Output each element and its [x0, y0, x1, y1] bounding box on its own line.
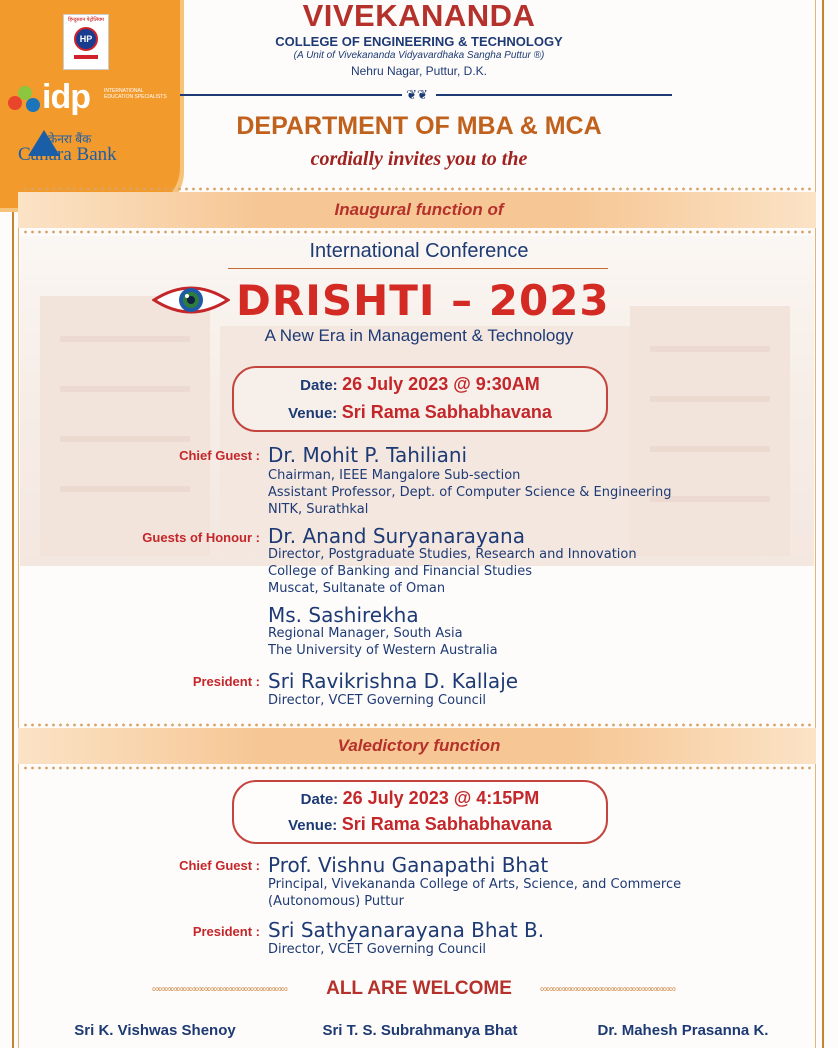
ornament-icon: ❦❦	[406, 87, 428, 102]
swirl-ornament-icon: ∞∞∞∞∞∞∞∞∞∞∞∞∞∞∞∞∞∞∞∞∞∞	[540, 984, 675, 994]
welcome-text: ALL ARE WELCOME	[326, 978, 512, 999]
venue-label: Venue:	[288, 817, 338, 834]
signatory-2: Sri T. S. Subrahmanya Bhat	[322, 1022, 518, 1039]
date-label: Date:	[300, 791, 339, 808]
inaugural-band-label: Inaugural function of	[334, 200, 504, 219]
valedictory-band-label: Valedictory function	[337, 736, 501, 755]
hp-logo: हिन्दुस्तान पेट्रोलियम HP	[63, 14, 109, 70]
president-details: Director, VCET Governing Council	[268, 693, 486, 708]
date-value: 26 July 2023 @ 4:15PM	[342, 788, 540, 808]
dotted-divider	[22, 765, 812, 771]
college-unit: (A Unit of Vivekananda Vidyavardhaka Sangha Puttur ®)	[293, 50, 545, 61]
invite-line: cordially invites you to the	[310, 148, 528, 170]
val-president-details: Director, VCET Governing Council	[268, 942, 486, 957]
venue-value: Sri Rama Sabhabhavana	[341, 402, 552, 422]
department-title: DEPARTMENT OF MBA & MCA	[236, 112, 602, 140]
val-president-name: Sri Sathyanarayana Bhat B.	[268, 918, 545, 942]
event-tagline: A New Era in Management & Technology	[264, 326, 574, 345]
event-title: DRISHTI – 2023	[236, 276, 610, 325]
chief-guest-details: Chairman, IEEE Mangalore Sub-section Assistant Professor, Dept. of Computer Science & Engineering NITK, Surathkal	[268, 468, 672, 517]
val-president-role: President :	[192, 924, 260, 939]
val-chief-guest-role: Chief Guest :	[179, 858, 260, 873]
canara-bank-logo: केनरा बैंक Canara Bank	[18, 132, 117, 165]
divider	[180, 94, 402, 96]
chief-guest-name: Dr. Mohit P. Tahiliani	[268, 443, 468, 467]
inaugural-date-box	[232, 366, 608, 432]
honour2-name: Ms. Sashirekha	[268, 603, 419, 627]
signatory-1: Sri K. Vishwas Shenoy	[74, 1022, 236, 1039]
chief-guest-role: Chief Guest :	[179, 448, 260, 463]
honour-role: Guests of Honour :	[142, 530, 260, 545]
venue-label: Venue:	[288, 405, 338, 422]
date-label: Date:	[300, 377, 338, 394]
eye-icon	[152, 282, 230, 318]
valedictory-date-box	[232, 780, 608, 844]
college-address: Nehru Nagar, Puttur, D.K.	[350, 64, 488, 78]
divider	[436, 94, 672, 96]
president-name: Sri Ravikrishna D. Kallaje	[268, 669, 519, 693]
honour1-details: Director, Postgraduate Studies, Research and Innovation College of Banking and Financial Studies Muscat, Sultanate of Oman	[268, 547, 637, 596]
conference-title: International Conference	[309, 240, 529, 262]
college-full-name: COLLEGE OF ENGINEERING & TECHNOLOGY	[275, 34, 563, 49]
college-name: VIVEKANANDA	[302, 0, 536, 33]
honour1-name: Dr. Anand Suryanarayana	[268, 524, 525, 548]
signatory-3: Dr. Mahesh Prasanna K.	[597, 1022, 769, 1039]
date-value: 26 July 2023 @ 9:30AM	[342, 374, 540, 394]
dotted-divider	[22, 229, 812, 235]
president-role: President :	[192, 674, 260, 689]
divider	[228, 268, 608, 269]
val-chief-guest-details: Principal, Vivekananda College of Arts, Science, and Commerce (Autonomous) Puttur	[268, 877, 682, 909]
honour2-details: Regional Manager, South Asia The University of Western Australia	[268, 626, 498, 658]
venue-value: Sri Rama Sabhabhavana	[341, 814, 552, 834]
swirl-ornament-icon: ∞∞∞∞∞∞∞∞∞∞∞∞∞∞∞∞∞∞∞∞∞∞	[152, 984, 287, 994]
idp-logo: idp INTERNATIONAL EDUCATION SPECIALISTS	[6, 80, 166, 120]
val-chief-guest-name: Prof. Vishnu Ganapathi Bhat	[268, 853, 549, 877]
